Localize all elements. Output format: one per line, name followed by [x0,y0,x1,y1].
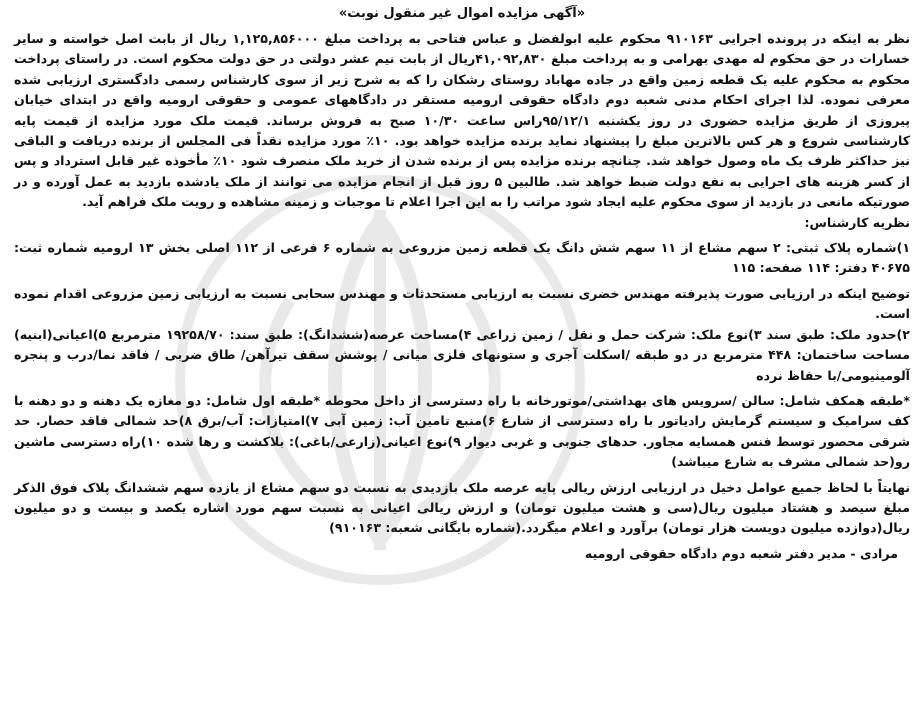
explanation-paragraph: توضیح اینکه در ارزیابی صورت پذیرفته مهندس خضری نسبت به ارزیابی مستحدثات و مهندس سحابی نسبت به ارزیابی زمین مزروعی اقدام نموده است. [14,285,910,322]
signature: مرادی - مدیر دفتر شعبه دوم دادگاه حقوقی ارومیه [584,545,898,561]
item-floors-details: *طبقه همکف شامل: سالن /سرویس های بهداشتی/موتورخانه با راه دسترسی از داخل محوطه *طبقه اول شامل: دو مغازه یک دهنه و دو دهنه با کف سرامیک و سیستم گرمایش رادیاتور با راه دسترسی از شارع ۶)منبع تامین آب: زمین آبی ۷)امتیازات: آب/برق ۸)حد شمالی فاقد حصار. حد شرقی محصور توسط فنس همسایه مجاور. حدهای جنوبی و غربی دیوار ۹)نوع اعیانی(زارعی/باغی): بلاکشت و رها شده ۱۰)راه دسترسی ماشین رو(حد شمالی مشرف به شارع میباشد) [14,392,910,470]
item-plate-number: ۱)شماره پلاک ثبتی: ۲ سهم مشاع از ۱۱ سهم شش دانگ یک قطعه زمین مزروعی به شماره ۶ فرعی از ۱۱۲ اصلی بخش ۱۳ ارومیه شماره ثبت: ۴۰۶۷۵ دفتر: ۱۱۴ صفحه: ۱۱۵ [14,240,911,276]
expert-heading: نظریه کارشناس: [804,214,910,230]
item-property-details: ۲)حدود ملک: طبق سند ۳)نوع ملک: شرکت حمل و نقل / زمین زراعی ۴)مساحت عرصه(ششدانگ): طبق سند: ۱۹۲۵۸/۷۰ مترمربع ۵)اعیانی(ابنیه) مساحت ساختمان: ۴۴۸ مترمربع در دو طبقه /اسکلت آجری و ستونهای فلزی میانی / پوشش سقف تیرآهن/ طاق ضربی / فاقد نما/درب و پنجره آلومینیومی/با حفاظ نرده [14,326,910,383]
conclusion-paragraph: نهایتاً با لحاظ جمیع عوامل دخیل در ارزیابی ارزش ریالی پایه عرصه ملک بازدیدی به نسبت دو سهم مشاع از یازده سهم ششدانگ پلاک فوق الذکر مبلغ سیصد و هشتاد میلیون ریال(سی و هشت میلیون تومان) و ارزش ریالی اعیانی به نسبت سهم مورد اشاره یکصد و بیست و دو میلیون ریال(دوازده میلیون دویست هزار تومان) برآورد و اعلام میگردد.(شماره بایگانی شعبه: ۹۱۰۱۶۳) [14,479,910,536]
intro-paragraph: نظر به اینکه در پرونده اجرایی ۹۱۰۱۶۳ محکوم علیه ابولفضل و عباس فتاحی به پرداخت مبلغ ۱,۱۲۵,۸۵۶۰۰۰ ریال از بابت اصل خواسته و سایر خسارات در حق محکوم له مهدی بهرامی و به پرداخت مبلغ ۴۱,۰۹۲,۸۳۰ریال از بابت نیم عشر دولتی در حق دولت محکوم است. در راستای پرداخت محکوم به محکوم علیه یک قطعه زمین واقع در جاده مهاباد روستای رشکان را که به شرح زیر از سوی کارشناس رسمی دادگستری ارزیابی شده معرفی نموده. لذا اجرای احکام مدنی شعبه دوم دادگاه حقوقی ارومیه مستقر در دادگاههای عمومی و حقوقی ارومیه واقع در ابتدای خیابان پیروزی از طریق مزایده حضوری در روز یکشنبه ۹۵/۱۲/۱راس ساعت ۱۰/۳۰ صبح به فروش برساند. قیمت ملک مورد مزایده از قیمت پایه کارشناسی شروع و هر کس بالاترین مبلغ را پیشنهاد نماید برنده مزایده خواهد بود. ۱۰٪ مورد مزایده نقداً فی المجلس از برنده دریافت و الباقی نیز حداکثر ظرف یک ماه وصول خواهد شد. چنانچه برنده مزایده پس از برنده شدن از خرید ملک منصرف شود ۱۰٪ مأخوذه غیر قابل استرداد و پس از کسر هزینه های اجرایی به نفع دولت ضبط خواهد شد. طالبین ۵ روز قبل از انجام مزایده می توانند از ملک یادشده بازدید به عمل آورده و در صورتیکه مانعی در بازدید از سوی محکوم علیه ایجاد شود مراتب را به این اجرا اعلام تا موجبات و زمینه مشاهده و رویت ملک فراهم آید. [14,31,911,210]
notice-title: «آگهی مزایده اموال غیر منقول نوبت» [338,6,586,21]
